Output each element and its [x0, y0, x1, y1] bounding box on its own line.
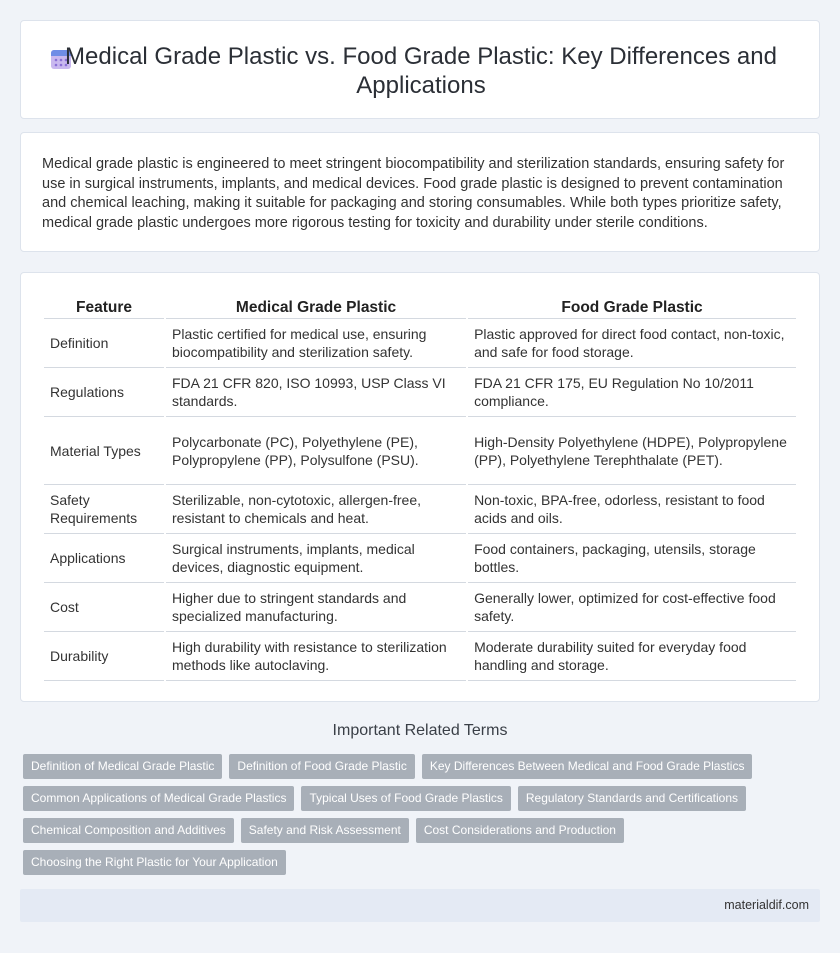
title-wrap [21, 21, 821, 120]
related-tag[interactable]: Definition of Medical Grade Plastic [23, 754, 222, 779]
footer [20, 889, 820, 922]
related-tag[interactable]: Typical Uses of Food Grade Plastics [301, 786, 510, 811]
related-tag[interactable]: Key Differences Between Medical and Food Grade Plastics [422, 754, 753, 779]
food-cell: Generally lower, optimized for cost-effective food safety. [468, 583, 796, 632]
related-terms-list [23, 754, 803, 875]
table-row [44, 417, 796, 485]
food-cell: High-Density Polyethylene (HDPE), Polypropylene (PP), Polyethylene Terephthalate (PET). [468, 417, 796, 485]
food-cell: Plastic approved for direct food contact, non-toxic, and safe for food storage. [468, 319, 796, 368]
food-cell: Moderate durability suited for everyday food handling and storage. [468, 632, 796, 681]
medical-cell: FDA 21 CFR 820, ISO 10993, USP Class VI standards. [166, 368, 466, 417]
table-row [44, 632, 796, 681]
feature-cell: Material Types [44, 417, 164, 485]
header-medical: Medical Grade Plastic [166, 295, 466, 319]
medical-cell: Polycarbonate (PC), Polyethylene (PE), Polypropylene (PP), Polysulfone (PSU). [166, 417, 466, 485]
feature-cell: Regulations [44, 368, 164, 417]
related-tag[interactable]: Regulatory Standards and Certifications [518, 786, 746, 811]
footer-site-link[interactable]: materialdif.com [724, 898, 809, 912]
food-cell: Food containers, packaging, utensils, storage bottles. [468, 534, 796, 583]
medical-cell: Higher due to stringent standards and specialized manufacturing. [166, 583, 466, 632]
medical-cell: Sterilizable, non-cytotoxic, allergen-free, resistant to chemicals and heat. [166, 485, 466, 534]
medical-cell: Plastic certified for medical use, ensuring biocompatibility and sterilization safety. [166, 319, 466, 368]
feature-cell: Safety Requirements [44, 485, 164, 534]
related-tag[interactable]: Chemical Composition and Additives [23, 818, 234, 843]
intro-text: Medical grade plastic is engineered to meet stringent biocompatibility and sterilization standards, ensuring safety for use in surgical instruments, implants, and medical devices. Food grade plastic is designed to prevent contamination and chemical leaching, making it suitable for packaging and storing consumables. While both types prioritize safety, medical grade plastic undergoes more rigorous testing for toxicity and durability under sterile conditions. [42, 156, 785, 231]
medical-cell: Surgical instruments, implants, medical devices, diagnostic equipment. [166, 534, 466, 583]
intro-card [20, 132, 820, 252]
table-header-row [44, 295, 796, 319]
feature-cell: Applications [44, 534, 164, 583]
comparison-table [42, 295, 798, 681]
table-row [44, 485, 796, 534]
related-terms-heading: Important Related Terms [332, 722, 508, 739]
feature-cell: Cost [44, 583, 164, 632]
table-row [44, 583, 796, 632]
medical-cell: High durability with resistance to sterilization methods like autoclaving. [166, 632, 466, 681]
related-tag[interactable]: Choosing the Right Plastic for Your Application [23, 850, 286, 875]
food-cell: Non-toxic, BPA-free, odorless, resistant to food acids and oils. [468, 485, 796, 534]
table-row [44, 319, 796, 368]
related-tag[interactable]: Safety and Risk Assessment [241, 818, 409, 843]
header-feature: Feature [44, 295, 164, 319]
related-tag[interactable]: Definition of Food Grade Plastic [229, 754, 414, 779]
table-row [44, 534, 796, 583]
header-food: Food Grade Plastic [468, 295, 796, 319]
feature-cell: Definition [44, 319, 164, 368]
food-cell: FDA 21 CFR 175, EU Regulation No 10/2011 compliance. [468, 368, 796, 417]
related-tag[interactable]: Common Applications of Medical Grade Plastics [23, 786, 294, 811]
comparison-card [20, 272, 820, 702]
feature-cell: Durability [44, 632, 164, 681]
table-row [44, 368, 796, 417]
page-title: Medical Grade Plastic vs. Food Grade Plastic: Key Differences and Applications [65, 42, 777, 99]
related-tag[interactable]: Cost Considerations and Production [416, 818, 624, 843]
header-card [20, 20, 820, 119]
